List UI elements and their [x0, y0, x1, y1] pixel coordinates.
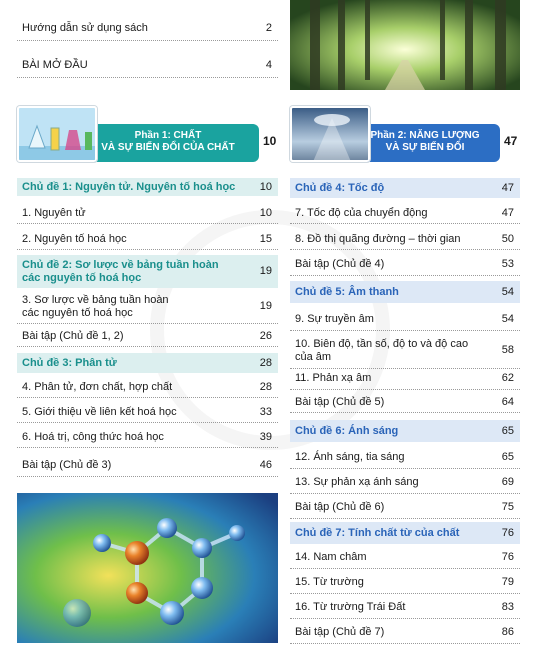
toc-page: 15	[259, 233, 272, 245]
toc-page: 54	[501, 313, 514, 325]
part1-title-line2: VÀ SỰ BIẾN ĐỔI CỦA CHẤT	[101, 142, 235, 153]
toc-row[interactable]	[290, 393, 520, 413]
part2-page: 47	[504, 134, 518, 148]
toc-label: 15. Từ trường	[295, 576, 364, 588]
toc-label: 11. Phản xạ âm	[295, 372, 372, 384]
toc-label: 2. Nguyên tố hoá học	[22, 233, 127, 245]
toc-row[interactable]	[17, 455, 278, 477]
toc-row[interactable]	[290, 547, 520, 569]
part2-header[interactable]	[290, 106, 520, 164]
toc-topic-row[interactable]	[290, 420, 520, 442]
part1-header[interactable]	[17, 106, 278, 164]
toc-row[interactable]	[290, 254, 520, 276]
toc-page: 39	[259, 431, 272, 443]
toc-label: Chủ đề 6: Ánh sáng	[295, 424, 399, 437]
toc-page: 26	[259, 330, 272, 342]
toc-page: 65	[501, 424, 514, 437]
toc-label: Chủ đề 2: Sơ lược về bảng tuần hoàn các nguyên tố hoá học	[22, 258, 219, 284]
toc-label: Chủ đề 1: Nguyên tử. Nguyên tố hoá học	[22, 180, 236, 193]
toc-label: Bài tập (Chủ đề 3)	[22, 459, 112, 471]
toc-topic-row[interactable]	[17, 178, 278, 196]
part1-title-line1: Phần 1: CHẤT	[134, 130, 202, 141]
toc-page: 79	[501, 576, 514, 588]
toc-page: 75	[501, 501, 514, 513]
toc-row[interactable]	[17, 230, 278, 250]
toc-row[interactable]	[17, 378, 278, 398]
toc-page: 2	[265, 22, 272, 34]
toc-page: 33	[259, 406, 272, 418]
toc-label: Bài tập (Chủ đề 4)	[295, 258, 385, 270]
toc-page: 28	[259, 381, 272, 393]
toc-page: 64	[501, 396, 514, 408]
toc-page: 83	[501, 601, 514, 613]
toc-page: 19	[259, 300, 272, 312]
toc-row[interactable]	[17, 204, 278, 224]
sky-light-image	[290, 106, 370, 162]
toc-page: 54	[501, 285, 514, 298]
toc-row-intro-guide[interactable]	[17, 17, 278, 41]
part2-title-line1: Phần 2: NĂNG LƯỢNG	[370, 130, 480, 141]
toc-label: 8. Đồ thị quãng đường – thời gian	[295, 233, 461, 245]
toc-label: Bài tập (Chủ đề 1, 2)	[22, 330, 124, 342]
toc-page: 28	[259, 356, 272, 369]
toc-label: 3. Sơ lược về bảng tuần hoàn các nguyên tố hoá học	[22, 293, 169, 319]
toc-row[interactable]	[290, 447, 520, 469]
toc-page: 69	[501, 476, 514, 488]
part2-banner	[350, 124, 500, 162]
part1-banner	[77, 124, 259, 162]
toc-page: 76	[501, 526, 514, 539]
toc-label: 16. Từ trường Trái Đất	[295, 601, 406, 613]
toc-label: 13. Sự phản xạ ánh sáng	[295, 476, 419, 488]
chemistry-lab-image	[17, 106, 97, 162]
toc-row[interactable]	[290, 333, 520, 369]
toc-topic-row[interactable]	[17, 353, 278, 373]
toc-page: 4	[265, 59, 272, 71]
toc-page: 58	[501, 344, 514, 356]
toc-row-intro-lesson[interactable]	[17, 54, 278, 78]
toc-row[interactable]	[290, 309, 520, 331]
toc-row[interactable]	[290, 204, 520, 224]
toc-row[interactable]	[17, 403, 278, 423]
toc-label: Chủ đề 7: Tính chất từ của chất	[295, 526, 460, 539]
toc-label: 6. Hoá trị, công thức hoá học	[22, 431, 164, 443]
toc-row[interactable]	[17, 290, 278, 324]
molecule-photo	[17, 493, 278, 643]
toc-row[interactable]	[290, 572, 520, 594]
toc-label: 5. Giới thiệu về liên kết hoá học	[22, 406, 177, 418]
toc-row[interactable]	[290, 497, 520, 519]
toc-label: 12. Ánh sáng, tia sáng	[295, 451, 405, 463]
toc-row[interactable]	[17, 428, 278, 448]
toc-label: 10. Biên độ, tần số, độ to và độ cao của âm	[295, 337, 469, 363]
toc-topic-row[interactable]	[290, 522, 520, 544]
toc-topic-row[interactable]	[17, 255, 278, 288]
part1-page: 10	[263, 134, 277, 148]
toc-page: 46	[259, 459, 272, 471]
toc-label: BÀI MỞ ĐẦU	[22, 59, 88, 71]
toc-topic-row[interactable]	[290, 281, 520, 303]
toc-page: 10	[259, 180, 272, 193]
toc-page: 86	[501, 626, 514, 638]
toc-row[interactable]	[290, 472, 520, 494]
toc-label: 14. Nam châm	[295, 551, 367, 563]
toc-row[interactable]	[290, 368, 520, 390]
toc-label: Bài tập (Chủ đề 6)	[295, 501, 385, 513]
toc-label: Chủ đề 5: Âm thanh	[295, 285, 399, 298]
toc-row[interactable]	[290, 597, 520, 619]
toc-label: Bài tập (Chủ đề 7)	[295, 626, 385, 638]
toc-label: Chủ đề 3: Phân tử	[22, 356, 117, 369]
toc-page: 47	[501, 207, 514, 219]
toc-label: 9. Sự truyền âm	[295, 313, 374, 325]
part2-title-line2: VÀ SỰ BIẾN ĐỔI	[385, 142, 465, 153]
toc-label: 1. Nguyên tử	[22, 207, 86, 219]
toc-page: 10	[259, 207, 272, 219]
toc-label: 7. Tốc độ của chuyển động	[295, 207, 428, 219]
toc-page: 76	[501, 551, 514, 563]
toc-page: 62	[501, 372, 514, 384]
toc-label: Hướng dẫn sử dụng sách	[22, 22, 148, 34]
toc-page: 65	[501, 451, 514, 463]
toc-page: 50	[501, 233, 514, 245]
toc-page: 19	[259, 265, 272, 277]
toc-page: 47	[501, 181, 514, 194]
forest-photo	[290, 0, 520, 90]
toc-row[interactable]	[17, 327, 278, 347]
toc-row[interactable]	[290, 230, 520, 250]
toc-label: 4. Phân tử, đơn chất, hợp chất	[22, 381, 173, 393]
toc-page: 53	[501, 258, 514, 270]
toc-label: Chủ đề 4: Tốc độ	[295, 181, 385, 194]
toc-topic-row[interactable]	[290, 178, 520, 198]
toc-row[interactable]	[290, 622, 520, 644]
toc-label: Bài tập (Chủ đề 5)	[295, 396, 385, 408]
